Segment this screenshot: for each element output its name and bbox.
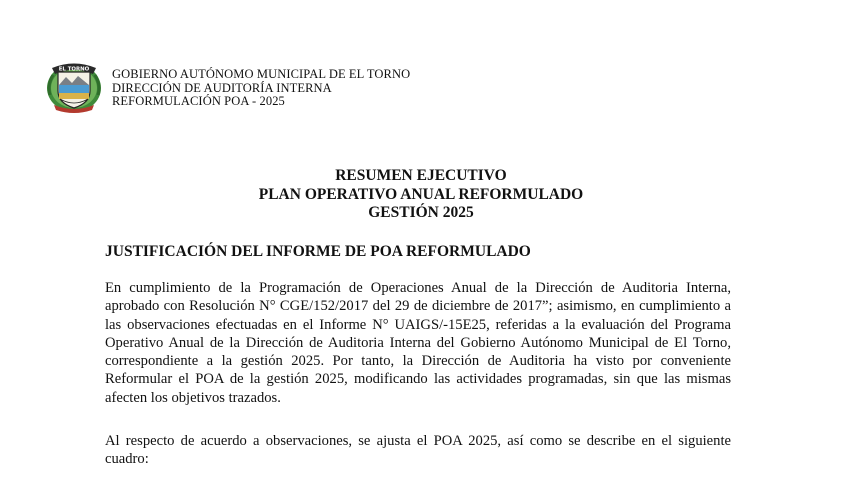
title-line-3: GESTIÓN 2025 xyxy=(368,204,474,221)
document-header xyxy=(44,55,410,115)
justification-paragraph: En cumplimiento de la Programación de Operaciones Anual de la Dirección de Auditoria Interna, aprobado con Resolución N° CGE/152/2017 del 29 de diciembre de 2017”; asimismo, en cumplimiento a las observaciones efectuadas en el Informe N° UAIGS/-15E25, referidas a la evaluación del Programa Operativo Anual de la Dirección de Auditoria Interna del Gobierno Autónomo Municipal de El Torno, correspondiente a la gestión 2025. Por tanto, la Dirección de Auditoria ha visto por conveniente Reformular el POA de la gestión 2025, modificando las actividades programadas, sin que las mismas afecten los objetivos trazados. xyxy=(105,280,731,406)
title-line-1: RESUMEN EJECUTIVO xyxy=(335,167,507,184)
document-title xyxy=(0,167,842,223)
section-heading: JUSTIFICACIÓN DEL INFORME DE POA REFORMULADO xyxy=(105,243,531,260)
seal-banner-text: EL TORNO xyxy=(58,66,90,73)
title-line-2: PLAN OPERATIVO ANUAL REFORMULADO xyxy=(258,185,584,203)
header-institution: GOBIERNO AUTÓNOMO MUNICIPAL DE EL TORNO xyxy=(112,67,411,81)
header-department: DIRECCIÓN DE AUDITORÍA INTERNA xyxy=(112,80,332,95)
municipal-seal-icon xyxy=(44,55,104,115)
header-text-block xyxy=(112,68,410,109)
adjustment-paragraph: Al respecto de acuerdo a observaciones, se ajusta el POA 2025, así como se describe en el siguiente cuadro: xyxy=(105,433,731,468)
header-document-type: REFORMULACIÓN POA - 2025 xyxy=(112,94,285,108)
